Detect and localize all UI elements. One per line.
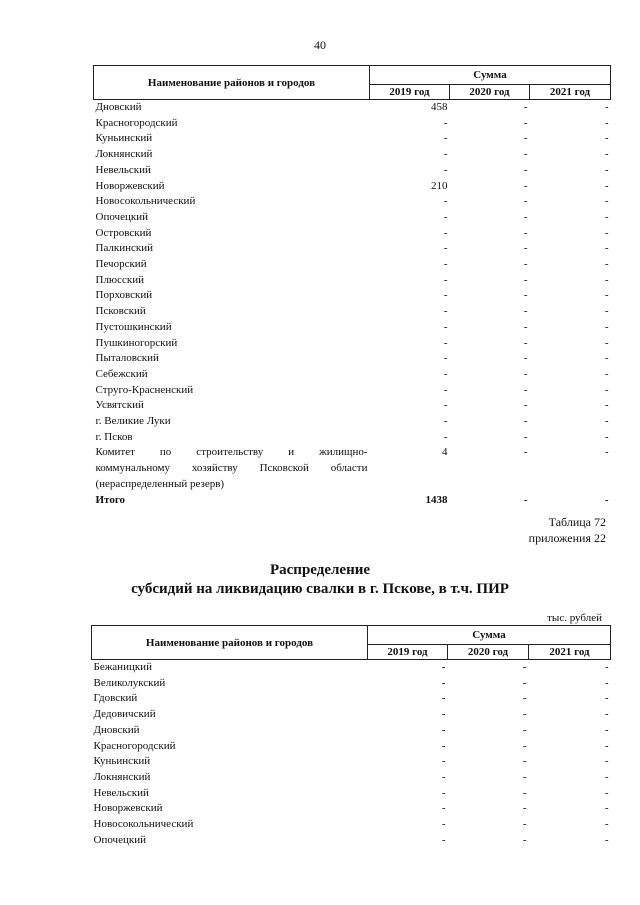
table-row [92, 691, 611, 707]
row-value-2021: - [604, 430, 609, 443]
row-name: Новоржевский [93, 802, 163, 815]
table-row [92, 817, 611, 833]
row-value-2021: - [604, 289, 609, 302]
row-value-2019: - [441, 833, 446, 846]
row-name: Куньинский [93, 755, 151, 768]
row-value-2021: - [604, 415, 609, 428]
row-name: Струго-Красненский [95, 383, 194, 396]
row-name: Невельский [93, 786, 149, 799]
row-value-2020: - [523, 195, 528, 208]
row-value-2021: - [604, 708, 609, 721]
committee-2019: 4 [442, 446, 448, 459]
row-value-2020: - [523, 273, 528, 286]
row-value-2019: - [441, 692, 446, 705]
row-value-2019: - [443, 210, 448, 223]
row-value-2019: - [441, 739, 446, 752]
row-value-2020: - [522, 723, 527, 736]
row-value-2019: - [443, 305, 448, 318]
row-value-2020: - [522, 692, 527, 705]
row-value-2021: - [604, 692, 609, 705]
row-value-2019: - [443, 273, 448, 286]
row-value-2019: - [441, 818, 446, 831]
row-name: г. Псков [95, 430, 133, 443]
row-value-2020: - [522, 770, 527, 783]
total-2021: - [604, 493, 609, 506]
row-name: Великолукский [93, 676, 166, 689]
row-value-2019: - [443, 415, 448, 428]
row-value-2019: - [443, 367, 448, 380]
row-value-2020: - [523, 399, 528, 412]
row-value-2020: - [523, 210, 528, 223]
table-row [94, 226, 611, 242]
column-header-name: Наименование районов и городов [92, 626, 368, 660]
row-value-2019: - [441, 802, 446, 815]
table-row [94, 131, 611, 147]
table-row [94, 398, 611, 414]
row-value-2020: - [522, 676, 527, 689]
row-value-2019: - [443, 352, 448, 365]
row-value-2020: - [523, 226, 528, 239]
table-row [92, 660, 611, 676]
row-value-2019: - [443, 195, 448, 208]
row-name: Дновский [93, 723, 140, 736]
row-value-2021: - [604, 802, 609, 815]
row-name: Порховский [95, 289, 153, 302]
row-value-2021: - [604, 195, 609, 208]
row-value-2020: - [522, 755, 527, 768]
row-value-2019: - [443, 116, 448, 129]
row-name: Дновский [95, 101, 142, 113]
row-value-2021: - [604, 833, 609, 846]
row-value-2019: - [443, 242, 448, 255]
table-row [94, 147, 611, 163]
total-label: Итого [95, 493, 126, 506]
row-value-2019: - [441, 708, 446, 721]
row-value-2021: - [604, 818, 609, 831]
row-name: Новосокольнический [95, 195, 196, 208]
committee-row [94, 445, 611, 492]
row-name: Опочецкий [95, 210, 148, 223]
row-value-2019: 210 [431, 179, 448, 192]
row-name: Пыталовский [95, 352, 159, 365]
appendix-number: приложения 22 [528, 531, 606, 545]
row-name: Красногородский [95, 116, 178, 129]
row-value-2020: - [523, 289, 528, 302]
page-number: 40 [314, 38, 326, 52]
row-value-2021: - [604, 320, 609, 333]
total-2020: - [523, 493, 528, 506]
table-number: Таблица 72 [548, 515, 606, 529]
total-2019: 1438 [425, 493, 448, 506]
table-row [92, 801, 611, 817]
row-value-2021: - [604, 739, 609, 752]
row-name: г. Великие Луки [95, 415, 171, 428]
units-label: тыс. рублей [547, 612, 602, 624]
row-value-2021: - [604, 676, 609, 689]
row-name: Усвятский [95, 399, 144, 412]
row-value-2020: - [522, 661, 527, 673]
table-row [94, 288, 611, 304]
row-value-2020: - [523, 367, 528, 380]
row-value-2021: - [604, 210, 609, 223]
row-value-2019: - [443, 399, 448, 412]
row-value-2020: - [523, 430, 528, 443]
column-header-sum: Сумма [370, 66, 611, 85]
row-value-2020: - [523, 242, 528, 255]
row-value-2019: - [441, 676, 446, 689]
committee-2021: - [604, 446, 609, 459]
row-value-2021: - [604, 258, 609, 271]
row-name: Дедовичский [93, 708, 156, 721]
row-name: Бежаницкий [93, 661, 152, 673]
row-value-2021: - [604, 336, 609, 349]
row-value-2020: - [523, 148, 528, 161]
row-name: Новосокольнический [93, 818, 194, 831]
row-value-2021: - [604, 148, 609, 161]
total-row [94, 493, 611, 509]
row-value-2020: - [523, 305, 528, 318]
row-value-2021: - [604, 755, 609, 768]
committee-line-2: коммунальному хозяйству Псковской области [95, 462, 368, 475]
committee-2020: - [523, 446, 528, 459]
row-value-2019: - [443, 163, 448, 176]
row-value-2020: - [523, 383, 528, 396]
row-value-2019: - [443, 430, 448, 443]
row-value-2021: - [604, 273, 609, 286]
row-value-2019: - [443, 148, 448, 161]
row-value-2021: - [604, 352, 609, 365]
column-header-2019: 2019 год [370, 85, 450, 100]
table-row [94, 367, 611, 383]
table-row [94, 257, 611, 273]
table-row [92, 676, 611, 692]
row-value-2021: - [604, 786, 609, 799]
row-value-2021: - [604, 305, 609, 318]
table-row [92, 833, 611, 849]
row-value-2020: - [523, 132, 528, 145]
table-row [92, 739, 611, 755]
row-value-2019: - [443, 320, 448, 333]
row-value-2020: - [523, 320, 528, 333]
row-value-2019: - [443, 383, 448, 396]
committee-line-1: Комитет по строительству и жилищно- [95, 446, 368, 459]
table-row [92, 707, 611, 723]
row-value-2020: - [522, 833, 527, 846]
row-value-2019: - [443, 258, 448, 271]
row-value-2019: - [441, 661, 446, 673]
title-line-1: Распределение [269, 562, 371, 578]
row-value-2020: - [522, 818, 527, 831]
row-value-2021: - [604, 132, 609, 145]
subsidy-table-1 [93, 65, 611, 508]
row-value-2019: - [441, 723, 446, 736]
row-value-2021: - [604, 163, 609, 176]
table-row [94, 304, 611, 320]
row-name: Пушкиногорский [95, 336, 178, 349]
table-row [94, 351, 611, 367]
subsidy-table-2 [91, 625, 611, 848]
table-row [92, 754, 611, 770]
column-header-2021: 2021 год [530, 85, 611, 100]
row-value-2020: - [523, 352, 528, 365]
row-value-2021: - [604, 399, 609, 412]
row-value-2020: - [522, 708, 527, 721]
row-value-2019: - [441, 786, 446, 799]
row-value-2019: - [441, 755, 446, 768]
row-name: Красногородский [93, 739, 176, 752]
table-row [94, 100, 611, 116]
title-line-2: субсидий на ликвидацию свалки в г. Пскове, в т.ч. ПИР [131, 581, 509, 597]
row-name: Гдовский [93, 692, 138, 705]
row-value-2019: - [443, 226, 448, 239]
table-row [94, 414, 611, 430]
row-value-2020: - [523, 336, 528, 349]
row-name: Невельский [95, 163, 151, 176]
row-name: Себежский [95, 367, 148, 380]
row-value-2020: - [523, 163, 528, 176]
row-value-2020: - [523, 415, 528, 428]
row-value-2021: - [604, 723, 609, 736]
table-row [94, 336, 611, 352]
committee-name [94, 445, 370, 492]
row-value-2021: - [604, 116, 609, 129]
table-row [94, 210, 611, 226]
row-value-2020: - [522, 802, 527, 815]
committee-line-3: (нераспределенный резерв) [95, 477, 225, 490]
row-value-2021: - [604, 770, 609, 783]
table-row [92, 770, 611, 786]
table-row [94, 179, 611, 195]
row-name: Новоржевский [95, 179, 165, 192]
row-value-2020: - [523, 101, 528, 113]
row-name: Опочецкий [93, 833, 146, 846]
table-row [92, 786, 611, 802]
table-2-body [92, 660, 611, 849]
row-value-2019: - [443, 289, 448, 302]
column-header-name: Наименование районов и городов [94, 66, 370, 100]
row-name: Плюсский [95, 273, 145, 286]
row-value-2019: - [443, 336, 448, 349]
row-value-2021: - [604, 242, 609, 255]
table-row [94, 320, 611, 336]
table-1-body [94, 100, 611, 509]
table-row [94, 116, 611, 132]
row-value-2021: - [604, 101, 609, 113]
row-value-2020: - [523, 258, 528, 271]
row-name: Куньинский [95, 132, 153, 145]
table-caption [529, 514, 606, 546]
section-title [0, 561, 640, 599]
table-row [94, 163, 611, 179]
column-header-2020: 2020 год [450, 85, 530, 100]
row-value-2019: - [443, 132, 448, 145]
row-name: Пустошкинский [95, 320, 172, 333]
column-header-2020: 2020 год [448, 645, 529, 660]
row-value-2019: - [441, 770, 446, 783]
table-row [92, 723, 611, 739]
table-row [94, 383, 611, 399]
row-name: Печорский [95, 258, 147, 271]
row-value-2020: - [523, 179, 528, 192]
row-name: Островский [95, 226, 152, 239]
row-value-2019: 458 [431, 101, 448, 113]
column-header-2021: 2021 год [529, 645, 611, 660]
row-value-2021: - [604, 179, 609, 192]
row-name: Палкинский [95, 242, 154, 255]
row-value-2020: - [522, 786, 527, 799]
row-value-2021: - [604, 226, 609, 239]
table-row [94, 241, 611, 257]
table-row [94, 273, 611, 289]
row-name: Псковский [95, 305, 146, 318]
row-value-2020: - [523, 116, 528, 129]
table-row [94, 194, 611, 210]
row-value-2021: - [604, 383, 609, 396]
row-name: Локнянский [93, 770, 151, 783]
column-header-2019: 2019 год [368, 645, 448, 660]
table-row [94, 430, 611, 446]
row-value-2021: - [604, 661, 609, 673]
column-header-sum: Сумма [368, 626, 611, 645]
row-value-2020: - [522, 739, 527, 752]
row-value-2021: - [604, 367, 609, 380]
row-name: Локнянский [95, 148, 153, 161]
